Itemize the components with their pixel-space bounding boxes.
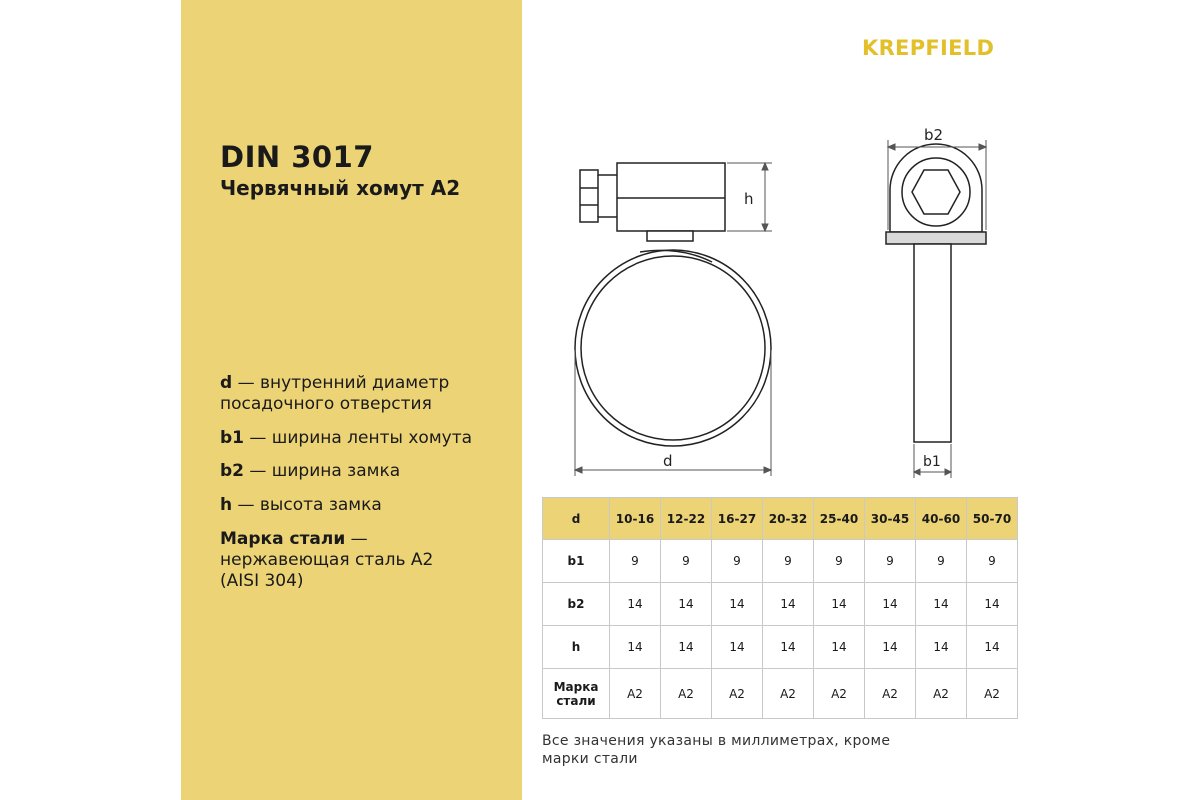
row-label: b1 (543, 540, 610, 583)
header-size: 40-60 (916, 498, 967, 540)
table-cell: 14 (916, 626, 967, 669)
legend-h (220, 495, 520, 516)
row-label: Марка стали (543, 669, 610, 719)
legend-steel (220, 529, 460, 592)
legend-text: — ширина замка (244, 461, 401, 481)
table-cell: 14 (763, 583, 814, 626)
table-cell: 14 (712, 626, 763, 669)
table-cell: 14 (916, 583, 967, 626)
table-cell: А2 (967, 669, 1018, 719)
brand-logo: KREPFIELD (862, 36, 995, 60)
header-size: 50-70 (967, 498, 1018, 540)
table-row (543, 583, 1018, 626)
table-cell: 14 (661, 626, 712, 669)
h-label: h (744, 190, 754, 208)
legend-b1 (220, 428, 520, 449)
table-cell: 14 (865, 583, 916, 626)
clamp-drawing (540, 120, 1010, 480)
table-cell: 14 (661, 583, 712, 626)
table-cell: А2 (814, 669, 865, 719)
table-cell: 9 (916, 540, 967, 583)
side-view (886, 144, 986, 442)
table-row (543, 669, 1018, 719)
b1-label: b1 (923, 454, 941, 470)
b2-label: b2 (924, 126, 944, 144)
table-cell: 14 (610, 583, 661, 626)
table-cell: А2 (610, 669, 661, 719)
footnote: Все значения указаны в миллиметрах, кроме марки стали (542, 733, 891, 767)
front-view (575, 163, 771, 446)
header-size: 30-45 (865, 498, 916, 540)
table-cell: 9 (865, 540, 916, 583)
table-cell: 14 (967, 626, 1018, 669)
table-cell: 9 (610, 540, 661, 583)
legend-d (220, 373, 520, 415)
legend-text: — нержавеющая сталь А2 (AISI 304) (220, 529, 434, 591)
table-cell: 14 (712, 583, 763, 626)
page-subtitle: Червячный хомут А2 (220, 176, 461, 200)
page-title: DIN 3017 (220, 140, 374, 174)
spec-table (542, 497, 1018, 719)
legend-b2 (220, 461, 520, 482)
table-cell: 9 (814, 540, 865, 583)
d-dimension (575, 350, 771, 476)
table-row (543, 540, 1018, 583)
row-label: b2 (543, 583, 610, 626)
header-size: 20-32 (763, 498, 814, 540)
table-cell: А2 (865, 669, 916, 719)
row-label: h (543, 626, 610, 669)
legend-key: Марка стали (220, 529, 346, 549)
table-cell: А2 (661, 669, 712, 719)
table-header-row (543, 498, 1018, 540)
legend-key: b1 (220, 428, 244, 448)
header-size: 16-27 (712, 498, 763, 540)
table-cell: А2 (712, 669, 763, 719)
legend-key: h (220, 495, 233, 515)
legend-key: d (220, 373, 233, 393)
d-label: d (663, 452, 673, 470)
table-cell: 14 (763, 626, 814, 669)
table-cell: 14 (967, 583, 1018, 626)
legend-key: b2 (220, 461, 244, 481)
table-cell: 9 (661, 540, 712, 583)
table-cell: 9 (967, 540, 1018, 583)
legend-text: — высота замка (232, 495, 382, 515)
table-cell: 14 (814, 626, 865, 669)
header-size: 10-16 (610, 498, 661, 540)
table-cell: 14 (865, 626, 916, 669)
table-cell: 9 (763, 540, 814, 583)
legend-text: — ширина ленты хомута (244, 428, 473, 448)
legend-text: — внутренний диаметр посадочного отверстия (220, 373, 450, 414)
header-d: d (543, 498, 610, 540)
table-cell: А2 (763, 669, 814, 719)
table-cell: А2 (916, 669, 967, 719)
header-size: 12-22 (661, 498, 712, 540)
header-size: 25-40 (814, 498, 865, 540)
table-row (543, 626, 1018, 669)
table-cell: 14 (814, 583, 865, 626)
table-cell: 14 (610, 626, 661, 669)
table-cell: 9 (712, 540, 763, 583)
